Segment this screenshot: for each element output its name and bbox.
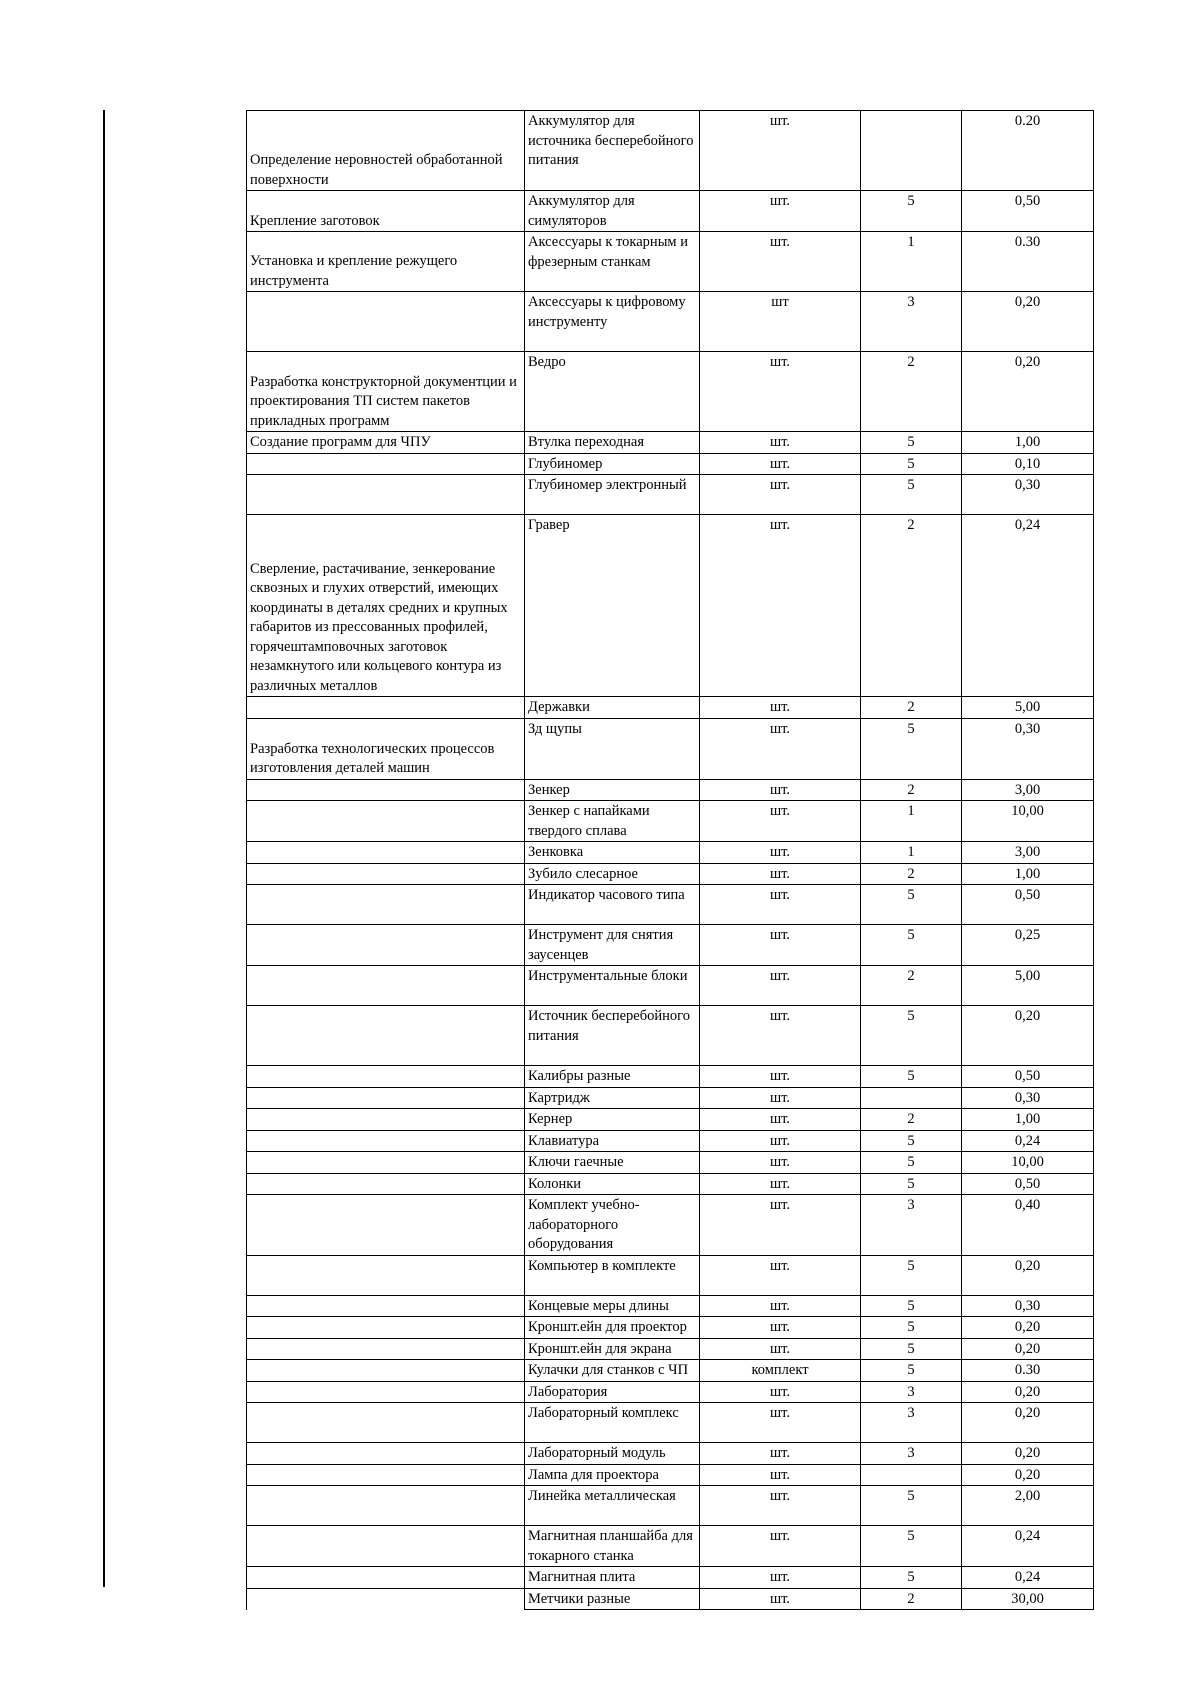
qty-cell: 5: [861, 1130, 962, 1152]
value-cell: 0,20: [962, 352, 1094, 432]
table-row: [247, 352, 1094, 432]
item-cell: Индикатор часового типа: [525, 885, 700, 925]
value-cell: 0,20: [962, 292, 1094, 352]
table-row: [247, 1109, 1094, 1131]
activity-cell: [247, 966, 525, 1006]
item-cell: Глубиномер: [525, 453, 700, 475]
table-row: [247, 1443, 1094, 1465]
item-cell: Кернер: [525, 1109, 700, 1131]
value-cell: 0,30: [962, 718, 1094, 779]
item-cell: Лабораторный модуль: [525, 1443, 700, 1465]
item-cell: Лабораторный комплекс: [525, 1403, 700, 1443]
unit-cell: шт.: [700, 801, 861, 842]
activity-cell: [247, 453, 525, 475]
activity-cell: [247, 1130, 525, 1152]
table-row: [247, 1173, 1094, 1195]
qty-cell: 5: [861, 1173, 962, 1195]
activity-cell: [247, 1066, 525, 1088]
unit-cell: шт.: [700, 1255, 861, 1295]
activity-cell: [247, 801, 525, 842]
table-row: [247, 475, 1094, 515]
activity-cell: Крепление заготовок: [247, 191, 525, 232]
item-cell: Зенковка: [525, 842, 700, 864]
activity-cell: Установка и крепление режущего инструмента: [247, 232, 525, 292]
item-cell: Линейка металлическая: [525, 1486, 700, 1526]
item-cell: Компьютер в комплекте: [525, 1255, 700, 1295]
qty-cell: 5: [861, 191, 962, 232]
unit-cell: шт.: [700, 111, 861, 191]
activity-cell: [247, 1087, 525, 1109]
value-cell: 0,20: [962, 1403, 1094, 1443]
activity-cell: [247, 1152, 525, 1174]
item-cell: Инструмент для снятия заусенцев: [525, 925, 700, 966]
table-row: [247, 1255, 1094, 1295]
activity-cell: [247, 863, 525, 885]
value-cell: 3,00: [962, 842, 1094, 864]
value-cell: 10,00: [962, 801, 1094, 842]
unit-cell: шт.: [700, 1443, 861, 1465]
item-cell: Клавиатура: [525, 1130, 700, 1152]
unit-cell: шт: [700, 292, 861, 352]
table-row: [247, 779, 1094, 801]
table-row: [247, 232, 1094, 292]
value-cell: 1,00: [962, 1109, 1094, 1131]
activity-cell: [247, 1443, 525, 1465]
value-cell: 0,20: [962, 1255, 1094, 1295]
qty-cell: 3: [861, 1443, 962, 1465]
value-cell: 0.20: [962, 111, 1094, 191]
activity-cell: [247, 1295, 525, 1317]
qty-cell: 2: [861, 697, 962, 719]
activity-cell: [247, 1526, 525, 1567]
activity-cell: [247, 1360, 525, 1382]
unit-cell: шт.: [700, 232, 861, 292]
unit-cell: шт.: [700, 697, 861, 719]
item-cell: Источник бесперебойного питания: [525, 1006, 700, 1066]
unit-cell: шт.: [700, 1109, 861, 1131]
item-cell: Инструментальные блоки: [525, 966, 700, 1006]
table-row: [247, 432, 1094, 454]
activity-cell: [247, 1567, 525, 1589]
activity-cell: [247, 885, 525, 925]
value-cell: 0,20: [962, 1443, 1094, 1465]
table-row: [247, 1338, 1094, 1360]
item-cell: Метчики разные: [525, 1588, 700, 1610]
value-cell: 0.30: [962, 1360, 1094, 1382]
value-cell: 0,30: [962, 1087, 1094, 1109]
activity-cell: [247, 697, 525, 719]
activity-cell: Сверление, растачивание, зенкерование сквозных и глухих отверстий, имеющих координаты в деталях средних и крупных габаритов из прессованных профилей, горячештамповочных заготовок незамкнутого или кольцевого контура из различных металлов: [247, 515, 525, 697]
value-cell: 0,50: [962, 1173, 1094, 1195]
unit-cell: шт.: [700, 1317, 861, 1339]
unit-cell: шт.: [700, 885, 861, 925]
item-cell: Комплект учебно-лабораторного оборудования: [525, 1195, 700, 1256]
item-cell: Зубило слесарное: [525, 863, 700, 885]
table-row: [247, 1464, 1094, 1486]
unit-cell: шт.: [700, 1130, 861, 1152]
qty-cell: 5: [861, 1066, 962, 1088]
value-cell: 0,25: [962, 925, 1094, 966]
item-cell: Лампа для проектора: [525, 1464, 700, 1486]
value-cell: 0,24: [962, 1567, 1094, 1589]
unit-cell: шт.: [700, 453, 861, 475]
activity-cell: [247, 1195, 525, 1256]
value-cell: 0,20: [962, 1006, 1094, 1066]
item-cell: Магнитная планшайба для токарного станка: [525, 1526, 700, 1567]
item-cell: Зенкер: [525, 779, 700, 801]
activity-cell: [247, 1588, 525, 1610]
activity-cell: Создание программ для ЧПУ: [247, 432, 525, 454]
unit-cell: шт.: [700, 1173, 861, 1195]
unit-cell: шт.: [700, 515, 861, 697]
table-row: [247, 515, 1094, 697]
table-row: [247, 1317, 1094, 1339]
qty-cell: 2: [861, 779, 962, 801]
activity-cell: [247, 1403, 525, 1443]
value-cell: 0,24: [962, 515, 1094, 697]
qty-cell: 5: [861, 1360, 962, 1382]
qty-cell: 5: [861, 1295, 962, 1317]
qty-cell: 2: [861, 966, 962, 1006]
activity-cell: [247, 779, 525, 801]
activity-cell: [247, 1109, 525, 1131]
table-row: [247, 966, 1094, 1006]
qty-cell: 3: [861, 292, 962, 352]
item-cell: Втулка переходная: [525, 432, 700, 454]
unit-cell: шт.: [700, 1567, 861, 1589]
value-cell: 1,00: [962, 432, 1094, 454]
unit-cell: шт.: [700, 475, 861, 515]
unit-cell: шт.: [700, 352, 861, 432]
value-cell: 5,00: [962, 966, 1094, 1006]
item-cell: Кулачки для станков с ЧП: [525, 1360, 700, 1382]
item-cell: Кроншт.ейн для экрана: [525, 1338, 700, 1360]
qty-cell: 5: [861, 453, 962, 475]
unit-cell: шт.: [700, 925, 861, 966]
value-cell: 10,00: [962, 1152, 1094, 1174]
table-row: [247, 292, 1094, 352]
activity-cell: [247, 1255, 525, 1295]
qty-cell: 5: [861, 1486, 962, 1526]
item-cell: Зд щупы: [525, 718, 700, 779]
item-cell: Аксессуары к цифровому инструменту: [525, 292, 700, 352]
activity-cell: [247, 475, 525, 515]
qty-cell: 3: [861, 1381, 962, 1403]
unit-cell: шт.: [700, 966, 861, 1006]
table-row: [247, 1130, 1094, 1152]
item-cell: Аккумулятор для симуляторов: [525, 191, 700, 232]
value-cell: 0,20: [962, 1381, 1094, 1403]
activity-cell: [247, 292, 525, 352]
qty-cell: 5: [861, 1317, 962, 1339]
unit-cell: шт.: [700, 1486, 861, 1526]
qty-cell: [861, 1464, 962, 1486]
value-cell: 3,00: [962, 779, 1094, 801]
table-row: [247, 191, 1094, 232]
unit-cell: шт.: [700, 842, 861, 864]
value-cell: 0,20: [962, 1338, 1094, 1360]
item-cell: Ключи гаечные: [525, 1152, 700, 1174]
activity-cell: Разработка технологических процессов изготовления деталей машин: [247, 718, 525, 779]
qty-cell: 2: [861, 352, 962, 432]
qty-cell: 5: [861, 718, 962, 779]
qty-cell: 2: [861, 863, 962, 885]
table-row: [247, 1066, 1094, 1088]
item-cell: Аксессуары к токарным и фрезерным станкам: [525, 232, 700, 292]
activity-cell: [247, 1381, 525, 1403]
table-body: [247, 111, 1094, 1610]
unit-cell: шт.: [700, 191, 861, 232]
value-cell: 0,24: [962, 1130, 1094, 1152]
value-cell: 0.30: [962, 232, 1094, 292]
table-row: [247, 925, 1094, 966]
unit-cell: шт.: [700, 1526, 861, 1567]
unit-cell: шт.: [700, 1403, 861, 1443]
table-row: [247, 1403, 1094, 1443]
item-cell: Глубиномер электронный: [525, 475, 700, 515]
value-cell: 0,10: [962, 453, 1094, 475]
unit-cell: комплект: [700, 1360, 861, 1382]
table-row: [247, 1360, 1094, 1382]
item-cell: Калибры разные: [525, 1066, 700, 1088]
value-cell: 1,00: [962, 863, 1094, 885]
table-row: [247, 801, 1094, 842]
unit-cell: шт.: [700, 1195, 861, 1256]
value-cell: 0,50: [962, 1066, 1094, 1088]
qty-cell: 2: [861, 1109, 962, 1131]
table-row: [247, 863, 1094, 885]
item-cell: Кроншт.ейн для проектор: [525, 1317, 700, 1339]
qty-cell: 5: [861, 925, 962, 966]
equipment-table: [246, 110, 1094, 1610]
unit-cell: шт.: [700, 1006, 861, 1066]
qty-cell: 5: [861, 475, 962, 515]
qty-cell: 3: [861, 1195, 962, 1256]
table-row: [247, 697, 1094, 719]
qty-cell: 2: [861, 1588, 962, 1610]
qty-cell: 5: [861, 1152, 962, 1174]
unit-cell: шт.: [700, 1295, 861, 1317]
table-row: [247, 1486, 1094, 1526]
activity-cell: [247, 925, 525, 966]
item-cell: Картридж: [525, 1087, 700, 1109]
table-row: [247, 453, 1094, 475]
unit-cell: шт.: [700, 779, 861, 801]
value-cell: 30,00: [962, 1588, 1094, 1610]
unit-cell: шт.: [700, 1152, 861, 1174]
item-cell: Аккумулятор для источника бесперебойного питания: [525, 111, 700, 191]
qty-cell: 1: [861, 842, 962, 864]
unit-cell: шт.: [700, 1381, 861, 1403]
table-row: [247, 1195, 1094, 1256]
unit-cell: шт.: [700, 718, 861, 779]
item-cell: Концевые меры длины: [525, 1295, 700, 1317]
table-row: [247, 1152, 1094, 1174]
activity-cell: [247, 1338, 525, 1360]
table-row: [247, 842, 1094, 864]
item-cell: Зенкер с напайками твердого сплава: [525, 801, 700, 842]
table-row: [247, 885, 1094, 925]
unit-cell: шт.: [700, 1464, 861, 1486]
value-cell: 0,40: [962, 1195, 1094, 1256]
value-cell: 0,30: [962, 475, 1094, 515]
qty-cell: 5: [861, 1338, 962, 1360]
item-cell: Магнитная плита: [525, 1567, 700, 1589]
table-row: [247, 1567, 1094, 1589]
value-cell: 0,30: [962, 1295, 1094, 1317]
activity-cell: [247, 1464, 525, 1486]
item-cell: Гравер: [525, 515, 700, 697]
value-cell: 5,00: [962, 697, 1094, 719]
table-row: [247, 1381, 1094, 1403]
value-cell: 0,20: [962, 1464, 1094, 1486]
activity-cell: [247, 1317, 525, 1339]
unit-cell: шт.: [700, 1066, 861, 1088]
value-cell: 0,24: [962, 1526, 1094, 1567]
value-cell: 0,20: [962, 1317, 1094, 1339]
activity-cell: [247, 1006, 525, 1066]
item-cell: Лаборатория: [525, 1381, 700, 1403]
qty-cell: 5: [861, 1567, 962, 1589]
activity-cell: [247, 1173, 525, 1195]
qty-cell: 3: [861, 1403, 962, 1443]
item-cell: Колонки: [525, 1173, 700, 1195]
item-cell: Ведро: [525, 352, 700, 432]
qty-cell: 5: [861, 1006, 962, 1066]
item-cell: Державки: [525, 697, 700, 719]
qty-cell: 5: [861, 1255, 962, 1295]
qty-cell: 1: [861, 232, 962, 292]
qty-cell: 5: [861, 432, 962, 454]
value-cell: 0,50: [962, 885, 1094, 925]
unit-cell: шт.: [700, 863, 861, 885]
activity-cell: [247, 842, 525, 864]
unit-cell: шт.: [700, 1087, 861, 1109]
unit-cell: шт.: [700, 1338, 861, 1360]
qty-cell: 1: [861, 801, 962, 842]
value-cell: 0,50: [962, 191, 1094, 232]
table-row: [247, 1526, 1094, 1567]
table-row: [247, 718, 1094, 779]
qty-cell: 2: [861, 515, 962, 697]
table-row: [247, 1087, 1094, 1109]
unit-cell: шт.: [700, 1588, 861, 1610]
qty-cell: 5: [861, 1526, 962, 1567]
unit-cell: шт.: [700, 432, 861, 454]
activity-cell: [247, 1486, 525, 1526]
activity-cell: Разработка конструкторной документции и проектирования ТП систем пакетов прикладных программ: [247, 352, 525, 432]
qty-cell: [861, 111, 962, 191]
qty-cell: [861, 1087, 962, 1109]
table-row: [247, 1295, 1094, 1317]
value-cell: 2,00: [962, 1486, 1094, 1526]
margin-rule: [103, 110, 105, 1587]
activity-cell: Определение неровностей обработанной поверхности: [247, 111, 525, 191]
table-row: [247, 1588, 1094, 1610]
table-row: [247, 111, 1094, 191]
qty-cell: 5: [861, 885, 962, 925]
table-row: [247, 1006, 1094, 1066]
